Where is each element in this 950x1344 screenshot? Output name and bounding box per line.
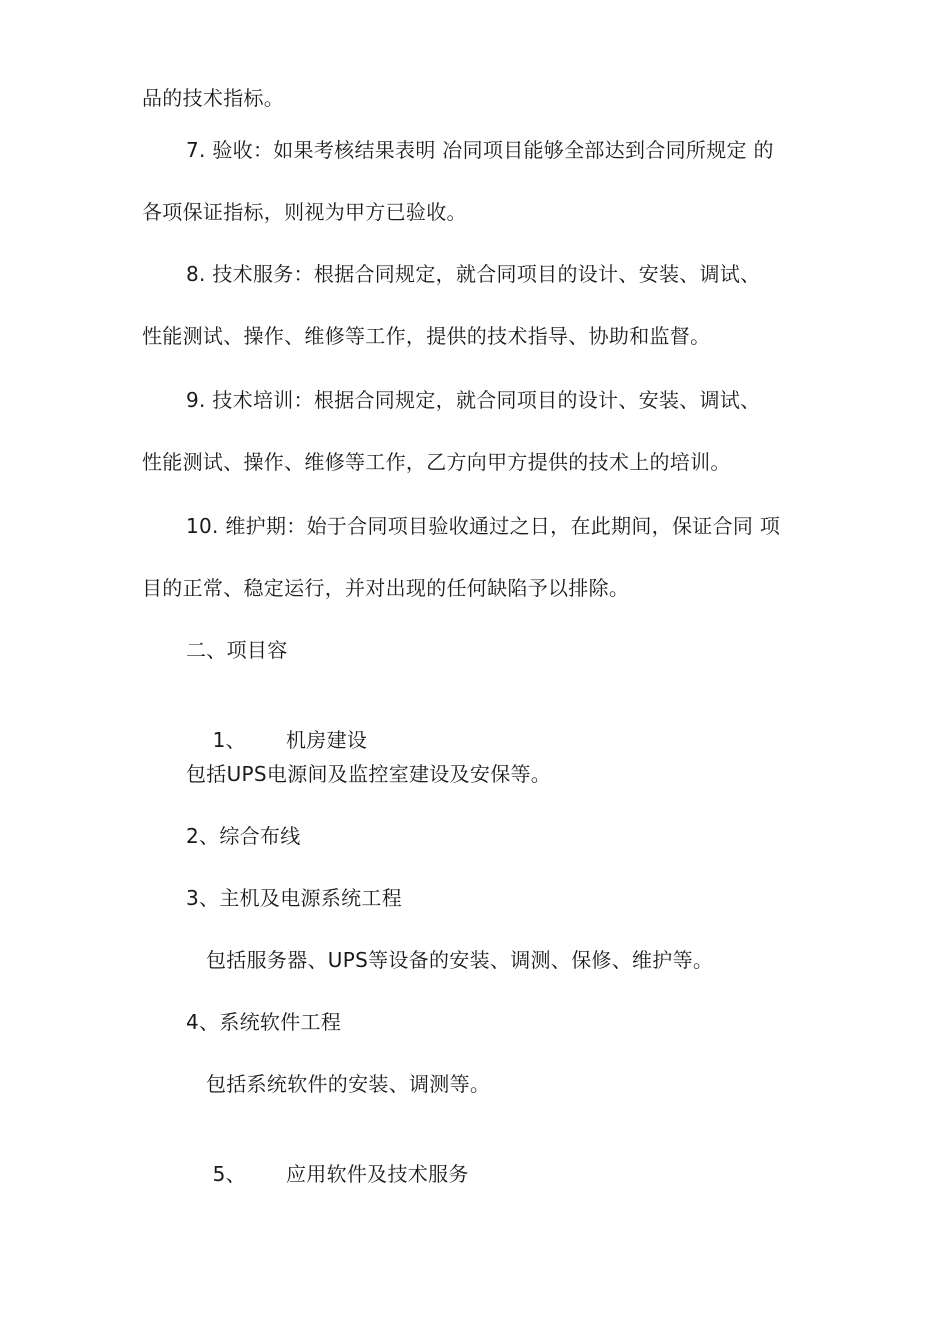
list-item-text: 机房建设 xyxy=(285,728,368,752)
paragraph-line: 包括系统软件的安装、调测等。 xyxy=(206,1072,491,1096)
paragraph-line: 包括服务器、UPS等设备的安装、调测、保修、维护等。 xyxy=(206,948,714,972)
list-item-text: 应用软件及技术服务 xyxy=(285,1162,469,1186)
paragraph-line: 10. 维护期：始于合同项目验收通过之日，在此期间，保证合同 项 xyxy=(186,514,781,538)
list-item: 2、综合布线 xyxy=(186,824,301,848)
list-item: 4、系统软件工程 xyxy=(186,1010,342,1034)
section-heading: 二、项目容 xyxy=(186,638,288,662)
list-item xyxy=(186,1132,469,1216)
paragraph-line: 目的正常、稳定运行，并对出现的任何缺陷予以排除。 xyxy=(142,576,630,600)
paragraph-line: 性能测试、操作、维修等工作，提供的技术指导、协助和监督。 xyxy=(142,324,711,348)
list-item-number: 1、 xyxy=(212,728,246,752)
list-item: 3、主机及电源系统工程 xyxy=(186,886,403,910)
list-item-number: 5、 xyxy=(212,1162,246,1186)
paragraph-line: 7. 验收：如果考核结果表明 冶同项目能够全部达到合同所规定 的 xyxy=(186,138,774,162)
paragraph-line: 包括UPS电源间及监控室建设及安保等。 xyxy=(186,762,552,786)
paragraph-line: 各项保证指标，则视为甲方已验收。 xyxy=(142,200,467,224)
paragraph-line: 8. 技术服务：根据合同规定，就合同项目的设计、安装、调试、 xyxy=(186,262,761,286)
paragraph-line: 9. 技术培训：根据合同规定，就合同项目的设计、安装、调试、 xyxy=(186,388,761,412)
paragraph-line: 性能测试、操作、维修等工作，乙方向甲方提供的技术上的培训。 xyxy=(142,450,731,474)
paragraph-line: 品的技术指标。 xyxy=(142,86,285,110)
